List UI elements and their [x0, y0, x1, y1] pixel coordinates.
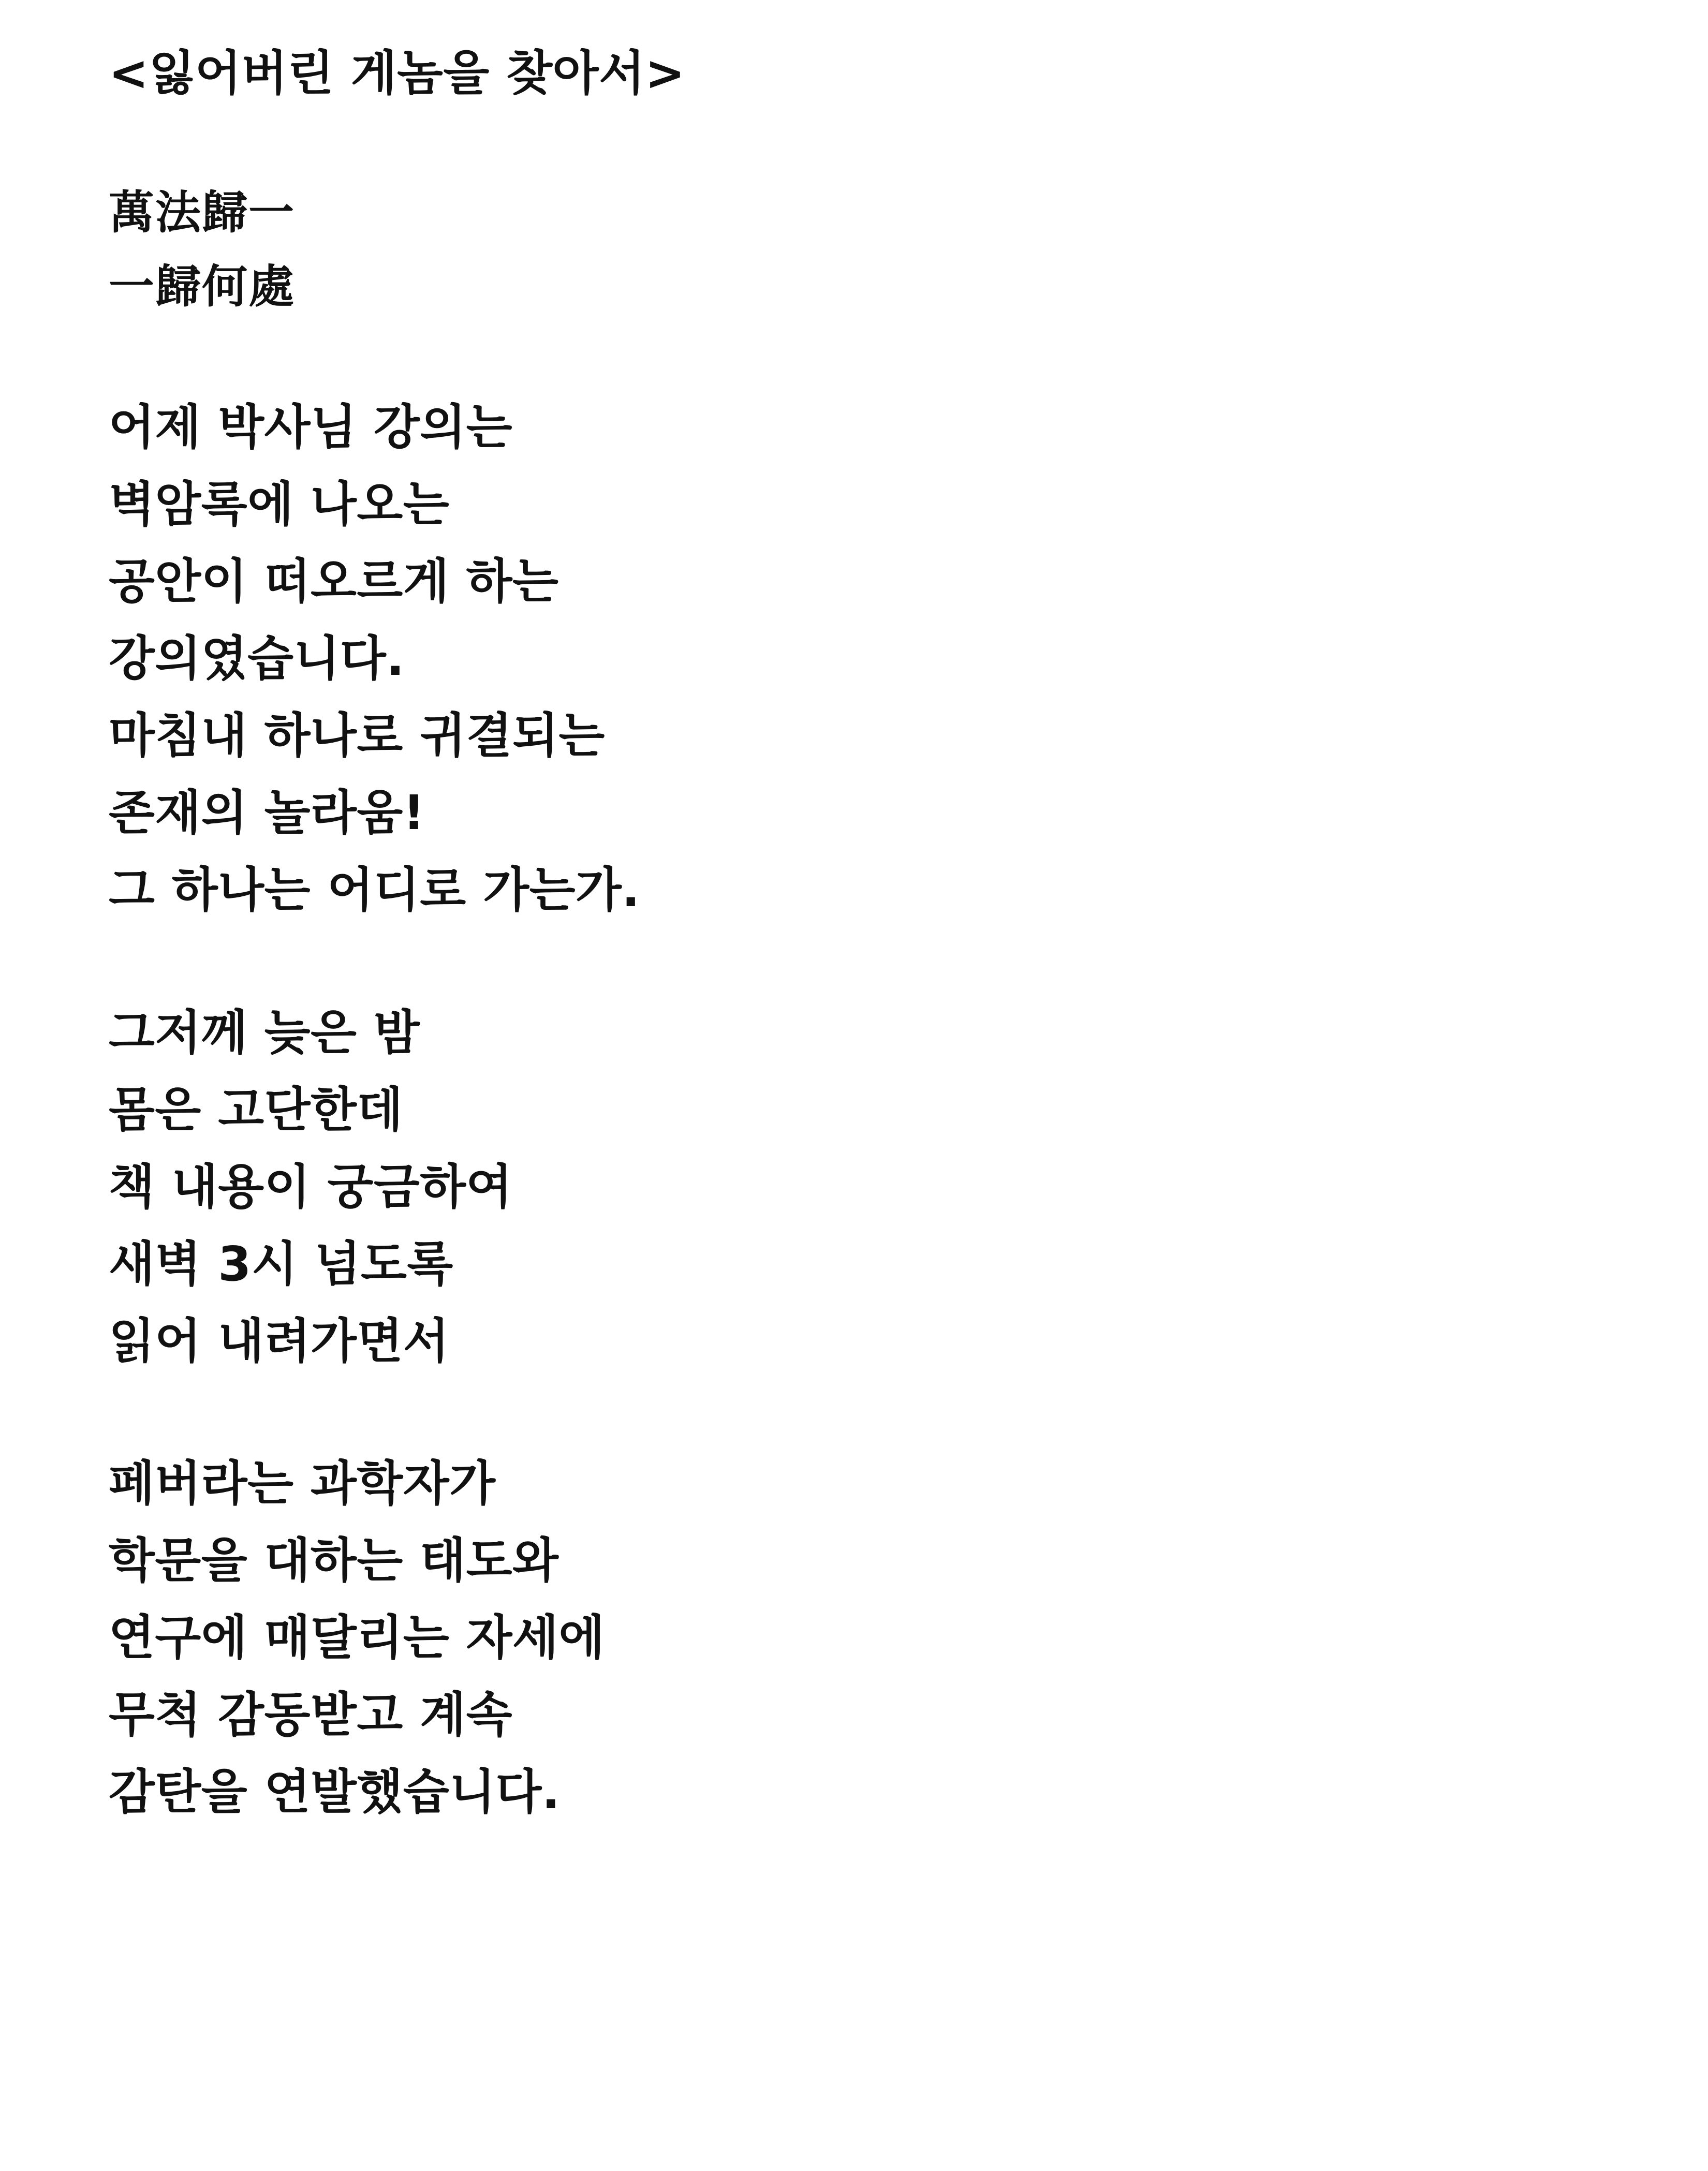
stanza-spacer — [109, 929, 1625, 994]
verse-line: 연구에 매달리는 자세에 — [109, 1609, 605, 1665]
verse-line: 벽암록에 나오는 — [109, 477, 450, 533]
verse-line: 책 내용이 궁금하여 — [109, 1159, 513, 1215]
verse-line: 강의였습니다. — [109, 631, 405, 687]
verse-line: 학문을 대하는 태도와 — [109, 1532, 559, 1588]
verse-line: 몸은 고단한데 — [109, 1082, 403, 1138]
document-body — [0, 41, 1708, 1830]
stanza-spacer — [109, 1380, 1625, 1445]
verse-line: 존재의 놀라움! — [109, 785, 425, 841]
stanza-3 — [109, 1445, 1625, 1830]
verse-line: 마침내 하나로 귀결되는 — [109, 708, 605, 764]
verse-line: 감탄을 연발했습니다. — [109, 1764, 561, 1820]
verse-line: 그 하나는 어디로 가는가. — [109, 862, 640, 918]
page-title: <잃어버린 게놈을 찾아서> — [109, 46, 685, 101]
stanza-1 — [109, 389, 1625, 928]
verse-line: 그저께 늦은 밤 — [109, 1005, 420, 1060]
epigraph-spacer — [109, 323, 1625, 389]
verse-line: 새벽 3시 넘도록 — [109, 1236, 453, 1292]
epigraph-line: 一歸何處 — [109, 259, 296, 313]
verse-line: 공안이 떠오르게 하는 — [109, 554, 559, 610]
epigraph-block — [109, 176, 1625, 323]
verse-line: 어제 박사님 강의는 — [109, 400, 513, 455]
verse-line: 무척 감동받고 계속 — [109, 1687, 513, 1742]
epigraph-line: 萬法歸一 — [109, 186, 296, 240]
verse-line: 페버라는 과학자가 — [109, 1455, 496, 1511]
verse-line: 읽어 내려가면서 — [109, 1313, 450, 1369]
title-spacer — [109, 106, 1625, 176]
stanza-2 — [109, 994, 1625, 1380]
